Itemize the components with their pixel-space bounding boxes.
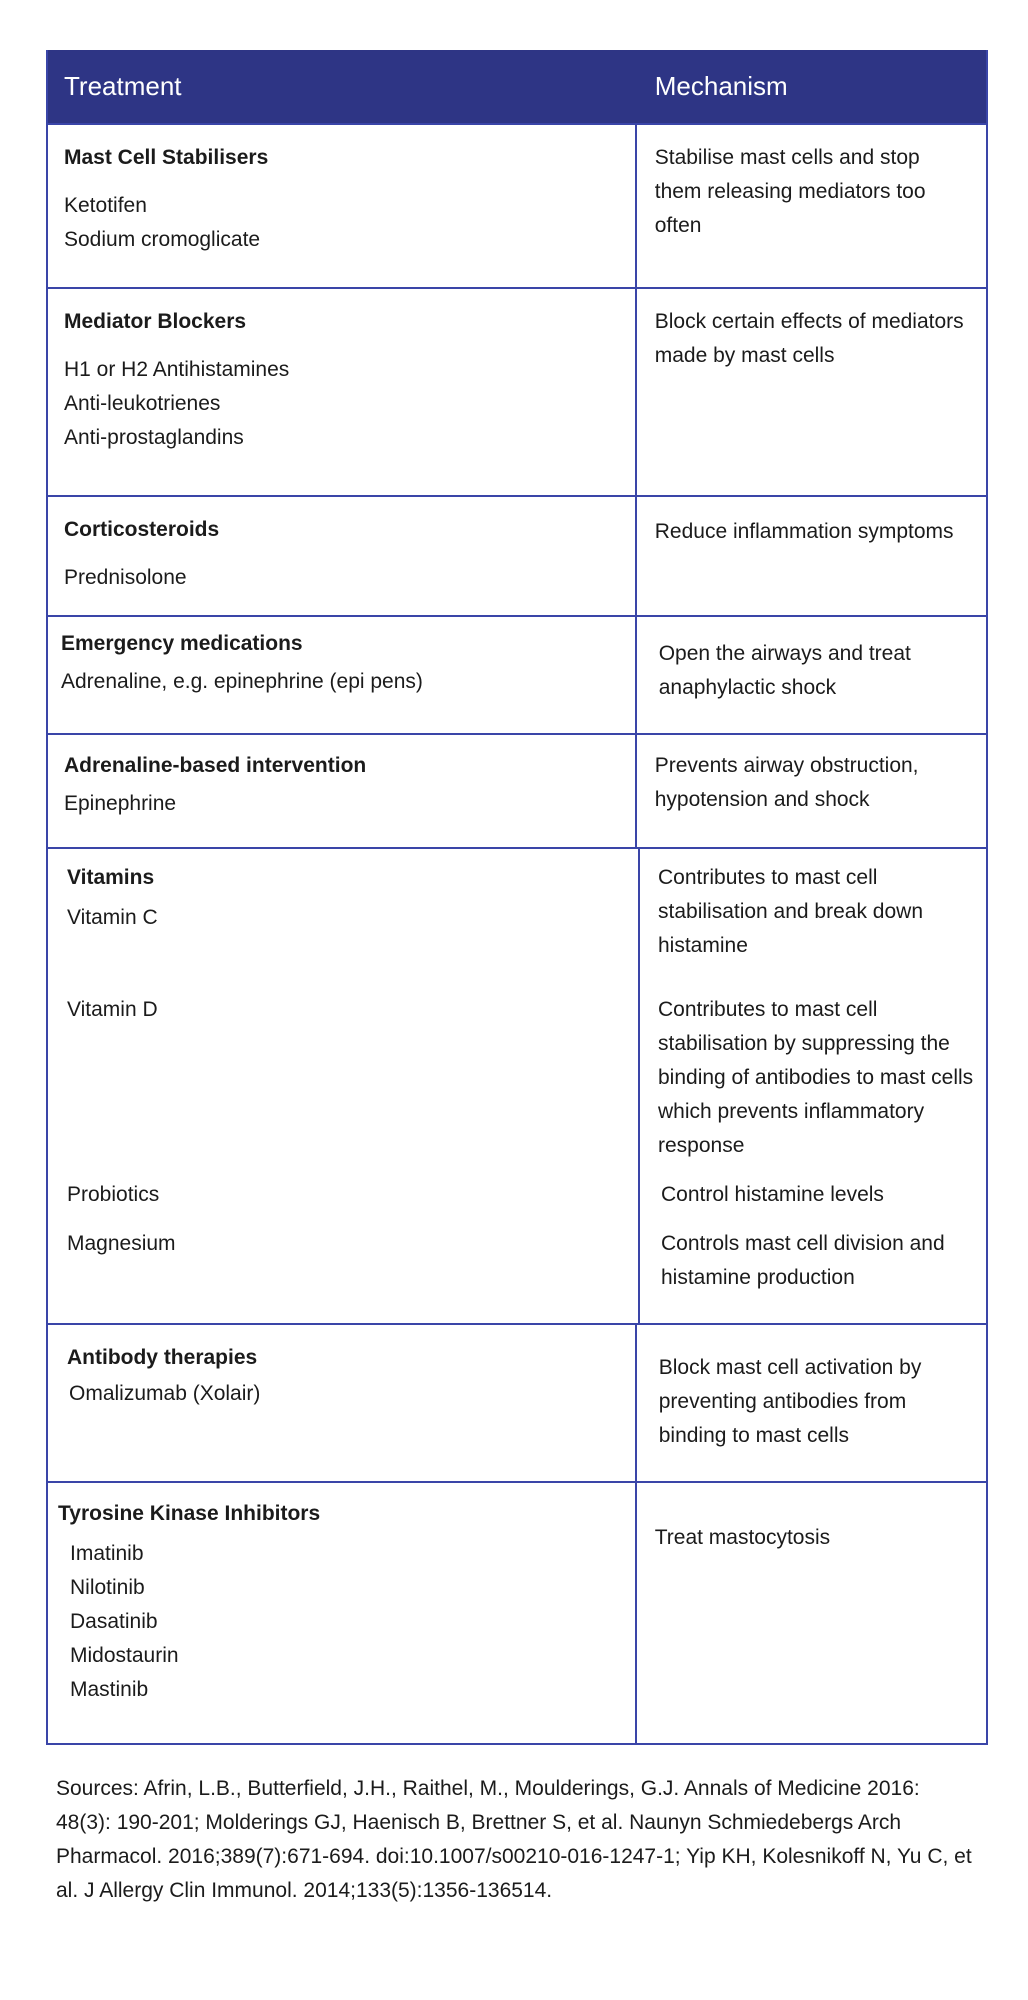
treatment-table: [46, 50, 988, 1745]
treatment-items: [61, 665, 619, 699]
treatment-cell: [48, 125, 637, 287]
treatment-item: Sodium cromoglicate: [64, 228, 261, 251]
treatment-item: Ketotifen: [64, 194, 147, 217]
treatment-items: [64, 561, 619, 595]
vitamin-mechanism: Contributes to mast cell stabilisation and break down histamine: [658, 866, 924, 957]
treatment-cell: [48, 1483, 637, 1743]
table-row: [48, 123, 986, 287]
treatment-item: Midostaurin: [70, 1644, 179, 1667]
treatment-cell: [48, 289, 637, 495]
vitamin-item: Probiotics: [67, 1183, 160, 1206]
mechanism-text: Stabilise mast cells and stop them releasing mediators too often: [654, 146, 926, 237]
mechanism-text: Prevents airway obstruction, hypotension and shock: [654, 754, 919, 811]
vitamin-item: Magnesium: [67, 1232, 176, 1255]
table-row: [48, 1481, 986, 1743]
treatment-cell: [48, 617, 637, 733]
vitamin-item: Vitamin C: [67, 906, 158, 929]
table-row: [48, 1323, 986, 1481]
vitamin-mechanism: Control histamine levels: [661, 1183, 884, 1206]
category-label: Adrenaline-based intervention: [64, 754, 367, 777]
vitamin-mechanism: Contributes to mast cell stabilisation by suppressing the binding of antibodies to mast cells which prevents inflammatory response: [658, 998, 974, 1157]
treatment-cell: [48, 735, 637, 847]
category-label: Vitamins: [67, 866, 155, 889]
category-label: Emergency medications: [61, 632, 303, 655]
treatment-items: [64, 189, 619, 257]
category-label: Antibody therapies: [67, 1346, 258, 1369]
category-label: Mast Cell Stabilisers: [64, 146, 269, 169]
mechanism-text: Block mast cell activation by preventing antibodies from binding to mast cells: [658, 1356, 922, 1447]
mechanism-cell: [637, 1325, 986, 1481]
category-label: Corticosteroids: [64, 518, 220, 541]
vitamin-item: Vitamin D: [67, 998, 158, 1021]
treatment-cell: [48, 497, 637, 615]
mechanism-text: Block certain effects of mediators made by mast cells: [654, 310, 964, 367]
mechanism-cell: [637, 289, 986, 495]
table-row: [48, 733, 986, 847]
category-label: Mediator Blockers: [64, 310, 247, 333]
treatment-item: Anti-leukotrienes: [64, 392, 221, 415]
treatment-item: Nilotinib: [70, 1576, 145, 1599]
mechanism-cell: [637, 125, 986, 287]
table-header: [48, 50, 986, 123]
mechanism-cell: [637, 617, 986, 733]
treatment-items: [58, 1537, 619, 1707]
category-label: Tyrosine Kinase Inhibitors: [58, 1502, 321, 1525]
treatment-item: Epinephrine: [64, 792, 177, 815]
table-row: [48, 615, 986, 733]
mechanism-cell: [637, 735, 986, 847]
table-row: [48, 495, 986, 615]
treatment-item: Adrenaline, e.g. epinephrine (epi pens): [61, 670, 423, 693]
treatment-item: Dasatinib: [70, 1610, 158, 1633]
treatment-item: Prednisolone: [64, 566, 187, 589]
mechanism-text: Treat mastocytosis: [654, 1526, 831, 1549]
treatment-items: [64, 787, 619, 821]
mechanism-cell: [637, 497, 986, 615]
treatment-items: [67, 1377, 619, 1411]
treatment-items: [64, 353, 619, 455]
treatment-item: Mastinib: [70, 1678, 149, 1701]
treatment-item: Anti-prostaglandins: [64, 426, 244, 449]
treatment-cell: [48, 1325, 637, 1481]
header-treatment: Treatment: [64, 71, 182, 101]
mechanism-text: Reduce inflammation symptoms: [654, 520, 954, 543]
treatment-item: Omalizumab (Xolair): [69, 1382, 261, 1405]
treatment-item: H1 or H2 Antihistamines: [64, 358, 290, 381]
vitamin-mechanism: Controls mast cell division and histamine production: [661, 1232, 945, 1289]
sources-citation: Sources: Afrin, L.B., Butterfield, J.H., Raithel, M., Moulderings, G.J. Annals of Medicine 2016: 48(3): 190-201; Molderings GJ, Haenisch B, Brettner S, et al. Naunyn Schmiedebergs Arch Pharmacol. 2016;389(7):671-694. doi:10.1007/s00210-016-1247-1; Yip KH, Kolesnikoff N, Yu C, et al. J Allergy Clin Immunol. 2014;133(5):1356-136514.: [56, 1777, 972, 1902]
table-row: [48, 847, 986, 1323]
column-divider: [638, 849, 640, 1323]
table-row: [48, 287, 986, 495]
header-mechanism: Mechanism: [654, 71, 788, 101]
mechanism-cell: [637, 1483, 986, 1743]
mechanism-text: Open the airways and treat anaphylactic shock: [658, 642, 911, 699]
treatment-item: Imatinib: [70, 1542, 144, 1565]
